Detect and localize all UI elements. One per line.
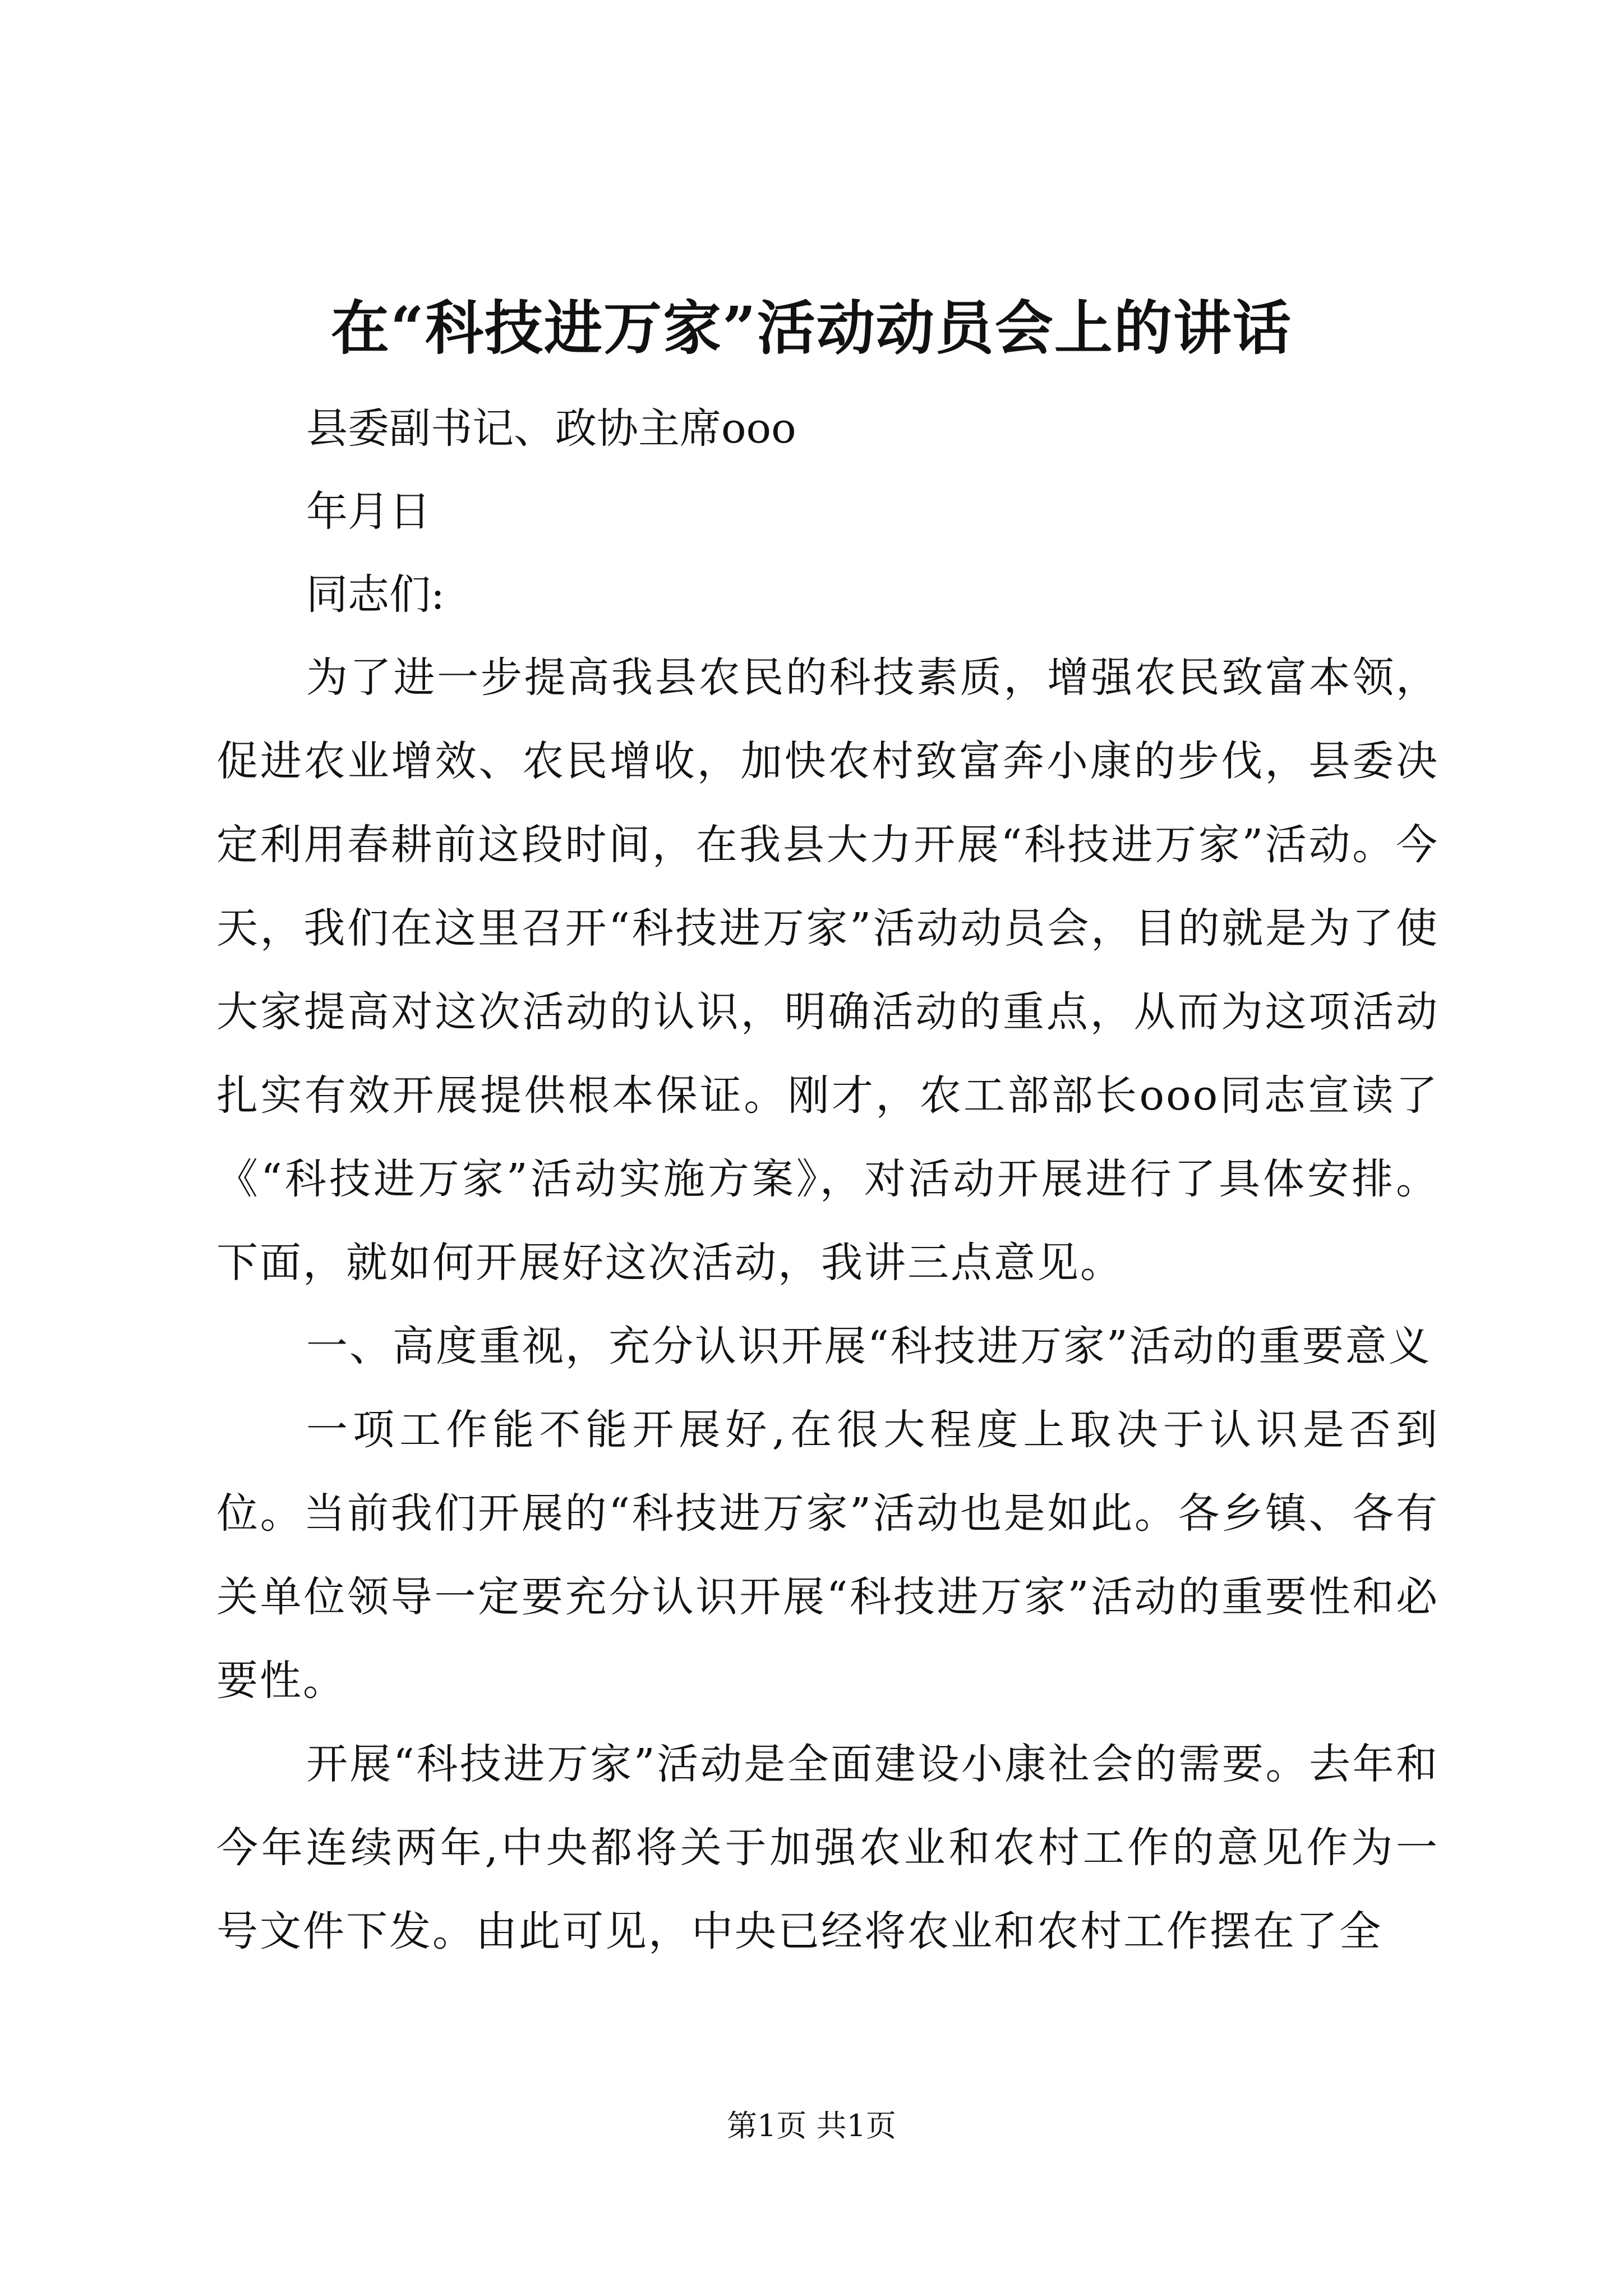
page-footer: 第1页 共1页 [727,2108,896,2143]
paragraph-intro: 为了进一步提高我县农民的科技素质，增强农民致富本领，促进农业增效、农民增收，加快农村致富奔小康的步伐，县委决定利用春耕前这段时间，在我县大力开展“科技进万家”活动。今天，我们在这里召开“科技进万家”活动动员会，目的就是为了使大家提高对这次活动的认识，明确活动的重点，从而为这项活动扎实有效开展提供根本保证。刚才，农工部部长ooo同志宣读了《“科技进万家”活动实施方案》，对活动开展进行了具体安排。下面，就如何开展好这次活动，我讲三点意见。 [216,654,1439,1287]
salutation: 同志们: [306,570,445,619]
section-heading-1: 一、高度重视，充分认识开展“科技进万家”活动的重要意义 [306,1322,1432,1370]
document-title: 在“科技进万家”活动动员会上的讲话 [331,293,1292,362]
paragraph-awareness: 一项工作能不能开展好,在很大程度上取决于认识是否到位。当前我们开展的“科技进万家”活动也是如此。各乡镇、各有关单位领导一定要充分认识开展“科技进万家”活动的重要性和必要性。 [216,1406,1439,1705]
date-line: 年月日 [306,487,431,536]
paragraph-xiaokang: 开展“科技进万家”活动是全面建设小康社会的需要。去年和今年连续两年,中央都将关于加强农业和农村工作的意见作为一号文件下发。由此可见，中央已经将农业和农村工作摆在了全 [216,1740,1439,1955]
document-body [216,387,1439,1973]
speaker-line: 县委副书记、政协主席ooo [306,404,796,453]
